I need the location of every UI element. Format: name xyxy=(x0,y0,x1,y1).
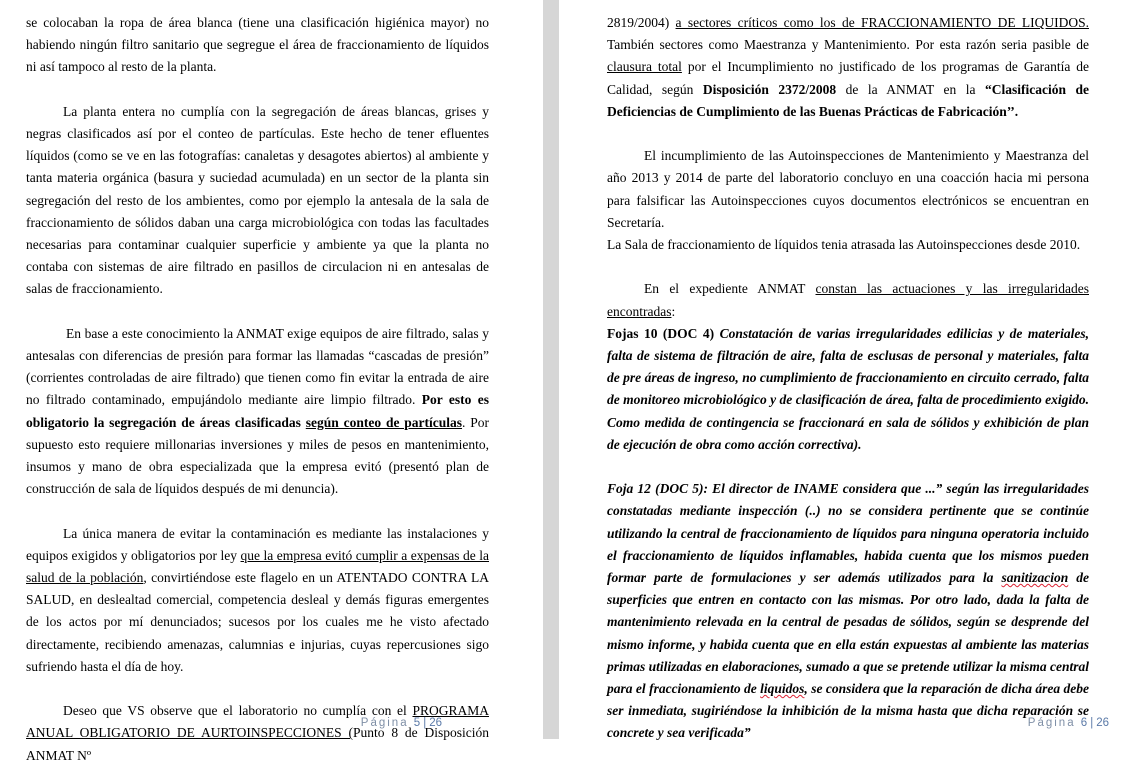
paragraph xyxy=(26,323,489,501)
bold-text: Por esto es obligatorio la segregación de áreas clasificadas xyxy=(26,392,489,430)
text-run: 2819/2004) xyxy=(607,15,676,30)
text-run: La única manera de evitar la contaminación es mediante las instalaciones y equipos exigidos y obligatorios por ley xyxy=(26,525,489,563)
page-total: 26 xyxy=(1096,717,1109,729)
footer-label: Página xyxy=(360,717,409,729)
page-gap xyxy=(543,0,559,739)
page-footer xyxy=(361,717,442,729)
bold-italic-text: de superficies que entren en contacto con las mismas. Por otro lado, dada la falta de mantenimiento relevada en la central de pesadas de sólidos, según se desprende del mismo informe, y habida cuenta que en ella están expuestas al ambiente las materias primas utilizadas en elaboraciones, sumado a que se pretende utilizar la misma central para el fraccionamiento de xyxy=(607,570,1089,697)
underlined-text: constan las actuaciones y las irregularidades encontradas xyxy=(607,281,1089,319)
text-run: Punto 8 de Disposición ANMAT Nº xyxy=(26,725,489,763)
text-run: por el Incumplimiento no justificado de los programas de Garantía de Calidad, según xyxy=(607,59,1089,97)
paragraph: El incumplimiento de las Autoinspecciones de Mantenimiento y Maestranza del año 2013 y 2014 de parte del laboratorio concluyo en una coacción hacia mi persona para falsificar las Autoinspecciones cuyos documentos electrónicos se encuentran en Secretaría. xyxy=(607,148,1089,230)
text-run: . Por supuesto esto requiere millonarias inversiones y miles de pesos en mantenimiento, insumos y mano de obra especializada que la empresa evitó (presentó plan de construcción de sala de líquidos después de mi denuncia). xyxy=(26,414,489,497)
spellcheck-flagged-text: sanitizacion xyxy=(1001,570,1069,586)
underlined-text: que la empresa evitó cumplir a expensas de la salud de la población xyxy=(26,547,489,586)
bold-italic-text: Constatación de varias irregularidades edilicias y de materiales, falta de sistema de filtración de aire, falta de esclusas de personal y materiales, falta de pre áreas de ingreso, no cumplimiento de fraccionamiento en circuito cerrado, falta de monitoreo microbiológico y de clasificación de área, falta de procedimiento exigido. Como medida de contingencia se fraccionará en sala de sólidos y exhibición de plan de ejecución de obra como acción correctiva). xyxy=(607,325,1089,452)
footer-separator: | xyxy=(1090,717,1094,729)
text-run: En base a este conocimiento la ANMAT exige equipos de aire filtrado, salas y antesalas con diferencias de presión para formar las llamadas “cascadas de presión” (corrientes controladas de aire filtrado) que tienen como fin evitar la entrada de aire no filtrado contaminado, empujándolo mediante aire limpio filtrado. xyxy=(26,325,489,408)
page-number: 5 xyxy=(413,717,421,729)
page-total: 26 xyxy=(429,717,442,729)
paragraph xyxy=(26,523,489,678)
spellcheck-flagged-text: liquidos xyxy=(760,681,805,697)
underlined-text: a sectores críticos como los de FRACCIONAMIENTO DE LIQUIDOS. xyxy=(675,15,1089,30)
text-run: También sectores como Maestranza y Mantenimiento. Por esta razón seria pasible de xyxy=(607,37,1089,53)
paragraph xyxy=(26,700,489,767)
text-run: En el expediente ANMAT xyxy=(644,281,816,297)
bold-italic-text: , se considera que la reparación de dicha área debe ser inmediata, sugiriéndose la inhibición de la misma hasta que dicha reparación se concrete y sea verificada” xyxy=(607,681,1090,741)
paragraph: La planta entera no cumplía con la segregación de áreas blancas, grises y negras clasificados así por el conteo de partículas. Este hecho de tener efluentes líquidos (como se ve en las fotografías: canaletas y desagotes abiertos) al ambiente y tanta materia orgánica (basura y suciedad acumulada) en un sector de la planta sin segregación del resto de los ambientes, como por ejemplo la antesala de la sala de fraccionamiento de sólidos daban una carga microbiológica con todas las facultades necesarias para contaminar cualquier superficie y ambiente ya que la planta no contaba con sistemas de aire filtrado en pasillos de circulacion ni en antesalas de salas de fraccionamiento. xyxy=(26,103,489,297)
footer-separator: | xyxy=(423,717,427,729)
paragraph: se colocaban la ropa de área blanca (tiene una clasificación higiénica mayor) no habiendo ningún filtro sanitario que segregue el área de fraccionamiento de líquidos ni así tampoco al resto de la planta. xyxy=(26,15,489,75)
underlined-text: clausura total xyxy=(607,59,682,75)
paragraph xyxy=(607,478,1089,744)
text-run: Deseo que VS observe que el laboratorio no cumplía con el xyxy=(63,703,413,719)
paragraph: La Sala de fraccionamiento de líquidos tenia atrasada las Autoinspecciones desde 2010. xyxy=(607,237,1081,253)
paragraph xyxy=(607,12,1089,123)
bold-text: Fojas 10 (DOC 4) xyxy=(607,325,715,341)
bold-underlined-text: según conteo de partículas xyxy=(305,414,463,430)
page-6 xyxy=(559,0,1129,739)
page-5-body xyxy=(26,12,489,767)
page-number: 6 xyxy=(1080,717,1088,729)
bold-text: “Clasificación de Deficiencias de Cumplimiento de las Buenas Prácticas de Fabricación’’. xyxy=(607,81,1089,119)
text-run: : xyxy=(671,303,676,319)
text-run: de la ANMAT en la xyxy=(836,81,986,97)
bold-italic-text: Foja 12 (DOC 5): El director de INAME considera que ...” según las irregularidades constatadas mediante inspección (..) no se considera pertinente que se continúe utilizando la central de fraccionamiento de líquidos para ninguna operatoria incluido el fraccionamiento de líquidos inflamables, habida cuenta que los mismos pueden formar parte de formulaciones y ser además utilizados para la xyxy=(607,481,1089,586)
footer-label: Página xyxy=(1027,717,1076,729)
underlined-text: PROGRAMA ANUAL OBLIGATORIO DE AURTOINSPECCIONES ( xyxy=(26,703,489,741)
page-5 xyxy=(0,0,543,763)
page-footer xyxy=(1028,717,1109,729)
bold-text: Disposición 2372/2008 xyxy=(702,81,837,97)
text-run: , convirtiéndose este flagelo en un ATENTADO CONTRA LA SALUD, en deslealtad comercial, competencia desleal y demás figuras emergentes de los actos por mí denunciados; sucesos por los cuales me he visto afectado directamente, recibiendo amenazas, calumnias e injurias, cuyas repercusiones sigo sufriendo hasta el día de hoy. xyxy=(26,570,489,674)
page-6-body xyxy=(607,12,1089,745)
paragraph xyxy=(607,278,1089,456)
